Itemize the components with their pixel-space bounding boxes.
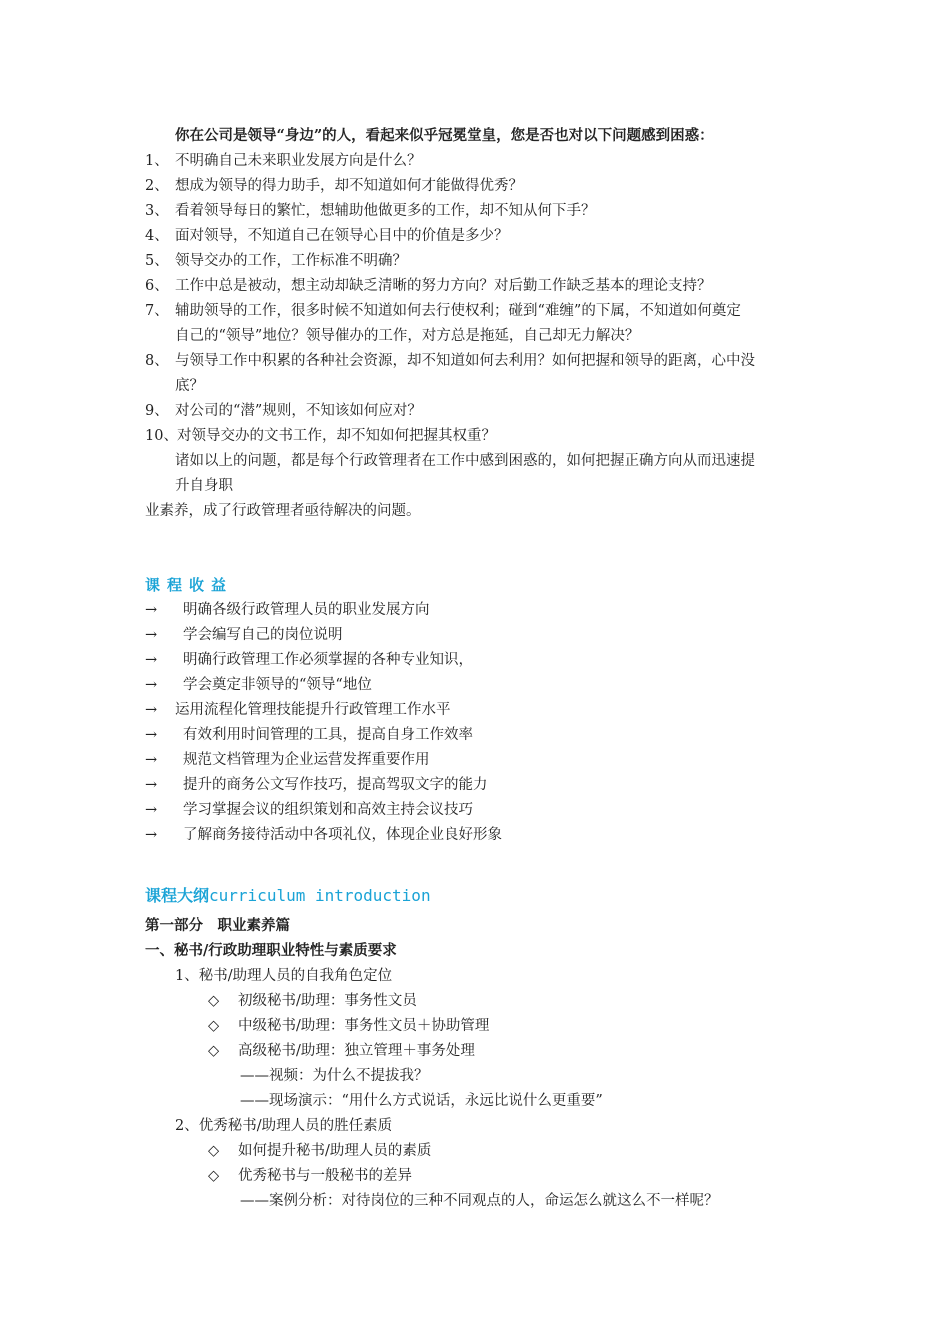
benefit-item: → 学习掌握会议的组织策划和高效主持会议技巧 (145, 802, 473, 818)
question-item: 10、对领导交办的文书工作，却不知如何把握其权重？ (145, 428, 496, 444)
arrow-icon: → (145, 602, 158, 618)
arrow-icon: → (145, 652, 158, 668)
question-item: 1、 不明确自己未来职业发展方向是什么？ (145, 153, 422, 169)
arrow-icon: → (145, 802, 158, 818)
benefit-item: → 学会编写自己的岗位说明 (145, 627, 343, 643)
question-item: 9、 对公司的“潜”规则，不知该如何应对？ (145, 403, 422, 419)
benefits-title: 课程收益 (145, 576, 234, 594)
benefit-item: → 有效利用时间管理的工具，提高自身工作效率 (145, 727, 473, 743)
subsection-heading: 1、秘书/助理人员的自我角色定位 (175, 968, 393, 984)
question-continuation: 自己的“领导”地位？领导催办的工作，对方总是拖延，自己却无力解决？ (175, 328, 640, 344)
question-continuation: 底？ (175, 378, 204, 394)
question-item: 6、 工作中总是被动，想主动却缺乏清晰的努力方向？对后勤工作缺乏基本的理论支持？ (145, 278, 712, 294)
question-item: 3、 看着领导每日的繁忙，想辅助他做更多的工作，却不知从何下手？ (145, 203, 596, 219)
benefit-item: → 了解商务接待活动中各项礼仪，体现企业良好形象 (145, 827, 502, 843)
subsection-heading: 2、优秀秘书/助理人员的胜任素质 (175, 1118, 393, 1134)
outline-item: ◇ 中级秘书/助理：事务性文员＋协助管理 (208, 1018, 490, 1034)
diamond-icon: ◇ (208, 993, 220, 1009)
intro-heading: 你在公司是领导“身边”的人，看起来似乎冠冕堂皇，您是否也对以下问题感到困惑： (175, 127, 714, 144)
benefit-item: → 提升的商务公文写作技巧，提高驾驭文字的能力 (145, 777, 488, 793)
arrow-icon: → (145, 627, 158, 643)
outline-note: ——案例分析：对待岗位的三种不同观点的人，命运怎么就这么不一样呢？ (240, 1193, 719, 1209)
diamond-icon: ◇ (208, 1043, 220, 1059)
summary-line: 业素养，成了行政管理者亟待解决的问题。 (145, 503, 421, 519)
question-item: 5、 领导交办的工作，工作标准不明确？ (145, 253, 407, 269)
outline-note: ——视频：为什么不提拔我？ (240, 1068, 429, 1084)
diamond-icon: ◇ (208, 1168, 220, 1184)
question-item: 2、 想成为领导的得力助手，却不知道如何才能做得优秀？ (145, 178, 523, 194)
arrow-icon: → (145, 752, 158, 768)
question-item: 7、 辅助领导的工作，很多时候不知道如何去行使权利；碰到“难缠”的下属，不知道如何奠定 (145, 303, 741, 319)
benefit-item: → 学会奠定非领导的“领导“地位 (145, 677, 372, 693)
diamond-icon: ◇ (208, 1143, 220, 1159)
question-item: 8、 与领导工作中积累的各种社会资源，却不知道如何去利用？如何把握和领导的距离，心中没 (145, 353, 755, 369)
section-heading: 一、秘书/行政助理职业特性与素质要求 (145, 942, 397, 959)
outline-item: ◇ 如何提升秘书/助理人员的素质 (208, 1143, 432, 1159)
part-heading: 第一部分 职业素养篇 (145, 917, 290, 934)
outline-title: 课程大纲curriculum introduction (145, 886, 431, 905)
outline-item: ◇ 初级秘书/助理：事务性文员 (208, 993, 417, 1009)
benefit-item: → 明确行政管理工作必须掌握的各种专业知识， (145, 652, 473, 668)
benefit-item: → 明确各级行政管理人员的职业发展方向 (145, 602, 430, 618)
diamond-icon: ◇ (208, 1018, 220, 1034)
benefit-item: → 规范文档管理为企业运营发挥重要作用 (145, 752, 430, 768)
benefit-item: → 运用流程化管理技能提升行政管理工作水平 (145, 702, 451, 718)
question-item: 4、 面对领导，不知道自己在领导心目中的价值是多少？ (145, 228, 509, 244)
summary-line: 升自身职 (175, 478, 233, 494)
arrow-icon: → (145, 727, 158, 743)
arrow-icon: → (145, 827, 158, 843)
summary-line: 诸如以上的问题，都是每个行政管理者在工作中感到困惑的，如何把握正确方向从而迅速提 (175, 453, 755, 469)
outline-item: ◇ 高级秘书/助理：独立管理＋事务处理 (208, 1043, 475, 1059)
arrow-icon: → (145, 702, 158, 718)
arrow-icon: → (145, 677, 158, 693)
outline-item: ◇ 优秀秘书与一般秘书的差异 (208, 1168, 412, 1184)
outline-note: ——现场演示：“用什么方式说话，永远比说什么更重要” (240, 1093, 603, 1109)
arrow-icon: → (145, 777, 158, 793)
